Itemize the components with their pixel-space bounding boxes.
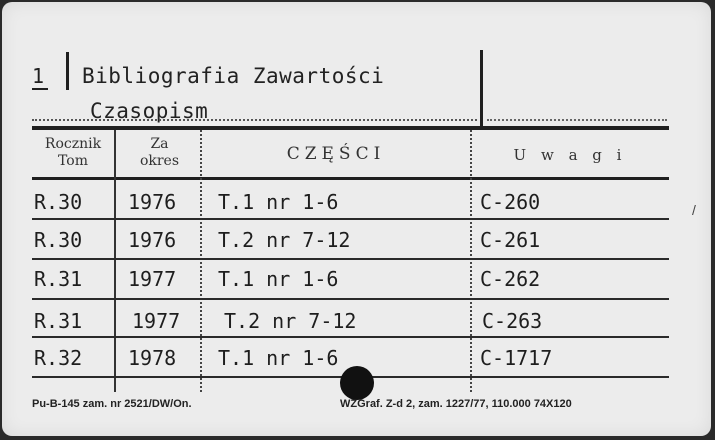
footer-left-print: Pu-B-145 zam. nr 2521/DW/On. [32, 398, 192, 410]
cell-rocznik: R.31 [34, 309, 83, 333]
cell-part: T.1 nr 1-6 [218, 190, 339, 214]
table-header-rule [32, 177, 669, 180]
cell-part: T.1 nr 1-6 [218, 267, 339, 291]
pencil-mark: / [692, 202, 696, 218]
cell-rocznik: R.32 [34, 346, 83, 370]
cell-note: C-261 [480, 228, 541, 252]
cell-rocznik: R.30 [34, 190, 83, 214]
cell-part: T.2 nr 7-12 [224, 309, 357, 333]
card-number: 1 [32, 64, 48, 90]
cell-rocznik: R.30 [34, 228, 83, 252]
punch-hole [340, 366, 374, 400]
right-dotted-line [487, 119, 667, 121]
column-header-rocznik [32, 136, 114, 170]
za-label: Za [150, 136, 169, 152]
table-row [32, 259, 669, 299]
cell-note: C-260 [480, 190, 541, 214]
tom-label: Tom [58, 153, 88, 169]
header-divider [66, 52, 69, 90]
title-dotted-line [32, 119, 477, 121]
row-rule [32, 298, 669, 300]
cell-year: 1976 [128, 190, 177, 214]
table-row [32, 220, 669, 260]
cell-year: 1978 [128, 346, 177, 370]
footer-right-print: WZGraf. Z-d 2, zam. 1227/77, 110.000 74X120 [340, 398, 572, 410]
header-rule [32, 126, 669, 130]
column-header-uwagi: U w a g i [513, 146, 627, 164]
cell-note: C-262 [480, 267, 541, 291]
table-row [32, 182, 669, 222]
column-header-za-okres [117, 136, 202, 170]
okres-label: okres [139, 153, 180, 169]
cell-part: T.1 nr 1-6 [218, 346, 339, 370]
cell-part: T.2 nr 7-12 [218, 228, 351, 252]
cell-year: 1977 [128, 267, 177, 291]
catalog-card [2, 2, 711, 436]
cell-note: C-1717 [480, 346, 553, 370]
header-right-divider [480, 50, 483, 126]
cell-year: 1976 [128, 228, 177, 252]
rocznik-label: Rocznik [44, 136, 102, 152]
card-title-line2: Czasopism [90, 99, 209, 123]
column-header-czesci: CZĘŚCI [286, 144, 386, 164]
cell-note: C-263 [482, 309, 543, 333]
cell-rocznik: R.31 [34, 267, 83, 291]
cell-year: 1977 [132, 309, 181, 333]
card-title-line1: Bibliografia Zawartości [82, 64, 385, 88]
table-row [32, 301, 669, 341]
